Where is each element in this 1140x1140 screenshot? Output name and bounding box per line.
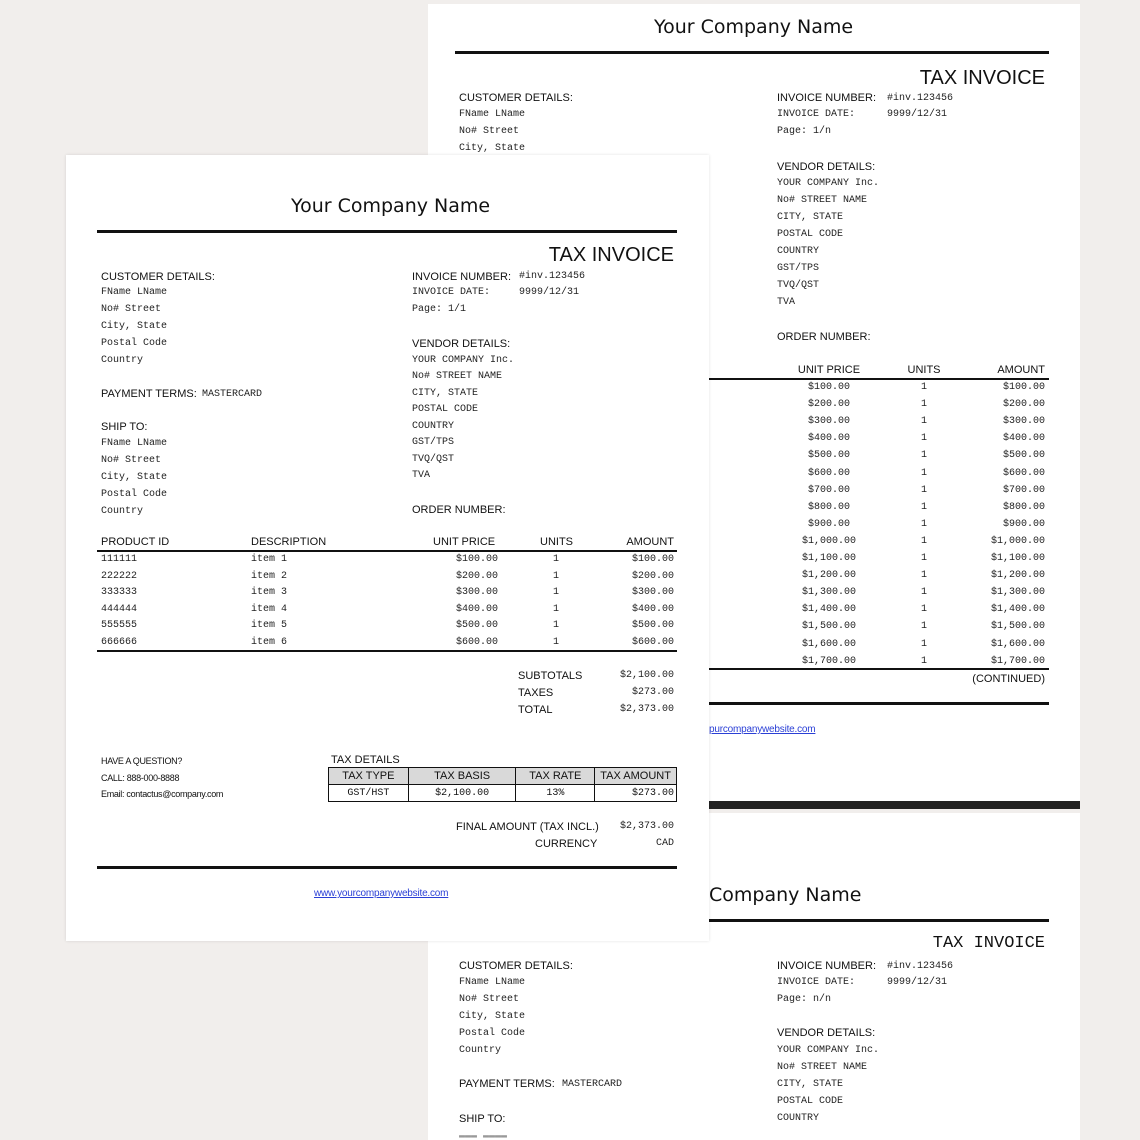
vendor-line: TVA (777, 297, 796, 308)
cell-unit-price: $1,100.00 (801, 553, 856, 564)
footer-rule (97, 866, 677, 869)
payment-terms-value: MASTERCARD (562, 1079, 623, 1090)
taxes-value: $273.00 (631, 687, 674, 698)
cell-unit-price: $1,300.00 (801, 587, 856, 599)
cell-unit-price: $200.00 (807, 399, 850, 411)
total-label: TOTAL (518, 704, 553, 716)
ship-line: City, State (101, 472, 168, 483)
customer-line: City, State (101, 321, 168, 332)
cell-unit-price: $400.00 (807, 433, 850, 445)
vendor-line: POSTAL CODE (777, 1096, 844, 1107)
customer-line: No# Street (459, 994, 520, 1005)
col-header-amount: AMOUNT (626, 536, 674, 548)
company-name: Your Company Name (291, 195, 491, 217)
footer-rule (709, 702, 1049, 705)
cell-units: 1 (920, 433, 927, 445)
cell-unit-price: $700.00 (807, 484, 850, 496)
payment-terms-label: PAYMENT TERMS: (459, 1078, 555, 1090)
subtotals-label: SUBTOTALS (518, 670, 583, 682)
cell-amount: $1,500.00 (990, 621, 1045, 633)
customer-line: Postal Code (101, 338, 168, 349)
cell-unit-price: $600.00 (455, 636, 498, 648)
cell-units: 1 (552, 570, 559, 582)
cell-unit-price: $300.00 (455, 587, 498, 598)
final-amount-value: $2,373.00 (619, 821, 674, 832)
cell-unit-price: $300.00 (807, 416, 850, 428)
cell-units: 1 (920, 604, 927, 616)
subtotals-value: $2,100.00 (619, 670, 674, 681)
vendor-line: TVQ/QST (412, 454, 455, 465)
tax-col-amount: TAX AMOUNT (595, 768, 677, 785)
payment-terms-label: PAYMENT TERMS: (101, 388, 197, 400)
cell-unit-price: $100.00 (807, 382, 850, 393)
cell-units: 1 (920, 638, 927, 650)
invoice-title: TAX INVOICE (548, 244, 674, 266)
cell-units: 1 (920, 518, 927, 530)
cell-description: item 1 (251, 554, 288, 565)
col-header-description: DESCRIPTION (251, 536, 327, 548)
cell-product-id: 555555 (101, 620, 138, 631)
cell-amount: $600.00 (1002, 467, 1045, 479)
ship-line: No# Street (101, 455, 162, 466)
invoice-date-value: 9999/12/31 (519, 287, 580, 298)
cell-product-id: 111111 (101, 554, 138, 565)
cell-units: 1 (920, 484, 927, 496)
cell-units: 1 (920, 501, 927, 513)
vendor-line: COUNTRY (777, 246, 820, 257)
vendor-line: POSTAL CODE (777, 229, 844, 240)
cell-amount: $800.00 (1002, 501, 1045, 513)
taxes-label: TAXES (518, 687, 554, 699)
cell-units: 1 (920, 382, 927, 393)
cell-product-id: 444444 (101, 603, 138, 615)
vendor-line: CITY, STATE (412, 388, 479, 399)
tax-col-basis: TAX BASIS (408, 768, 516, 785)
cell-units: 1 (552, 554, 559, 565)
tax-type-value: GST/HST (329, 785, 409, 802)
cell-units: 1 (920, 570, 927, 582)
col-header-product-id: PRODUCT ID (101, 536, 170, 548)
payment-terms-value: MASTERCARD (202, 389, 263, 400)
cell-unit-price: $400.00 (455, 603, 498, 615)
ship-to-label: SHIP TO: (459, 1113, 506, 1125)
cell-units: 1 (920, 553, 927, 564)
cell-description: item 3 (251, 587, 288, 598)
ship-line: FName LName (101, 438, 168, 449)
invoice-number-label: INVOICE NUMBER: (777, 92, 877, 104)
cell-amount: $400.00 (1002, 433, 1045, 445)
vendor-details-label: VENDOR DETAILS: (777, 1027, 876, 1039)
page-number: Page: 1/n (777, 126, 832, 137)
cell-unit-price: $900.00 (807, 518, 850, 530)
tax-col-type: TAX TYPE (329, 768, 409, 785)
vendor-line: No# STREET NAME (777, 1062, 868, 1073)
cell-description: item 5 (251, 620, 288, 631)
cell-product-id: 333333 (101, 587, 138, 598)
cell-amount: $600.00 (631, 636, 674, 648)
tax-basis-value: $2,100.00 (408, 785, 516, 802)
tax-rate-value: 13% (516, 785, 595, 802)
cell-unit-price: $600.00 (807, 467, 850, 479)
header-rule (97, 230, 677, 233)
cell-unit-price: $1,200.00 (801, 570, 856, 582)
vendor-line: CITY, STATE (777, 212, 844, 223)
cell-unit-price: $1,500.00 (801, 621, 856, 633)
vendor-line: CITY, STATE (777, 1079, 844, 1090)
cell-amount: $1,000.00 (990, 535, 1045, 547)
invoice-title: TAX INVOICE (919, 67, 1045, 89)
table-bottom-rule (709, 668, 1049, 670)
header-rule (709, 919, 1049, 922)
vendor-line: TVQ/QST (777, 280, 820, 291)
table-header-rule (709, 378, 1049, 380)
cell-amount: $300.00 (631, 587, 674, 598)
customer-line: City, State (459, 143, 526, 154)
ship-line: Postal Code (101, 489, 168, 500)
vendor-line: COUNTRY (412, 421, 455, 432)
vendor-line: YOUR COMPANY Inc. (777, 178, 880, 189)
vendor-line: GST/TPS (777, 263, 820, 274)
customer-line: Country (101, 355, 144, 366)
customer-line: No# Street (459, 126, 520, 137)
cell-amount: $500.00 (1002, 450, 1045, 462)
cell-amount: $100.00 (631, 554, 674, 565)
invoice-date-value: 9999/12/31 (887, 977, 948, 988)
vendor-line: TVA (412, 470, 431, 481)
cell-units: 1 (920, 587, 927, 599)
vendor-details-label: VENDOR DETAILS: (412, 338, 511, 350)
cell-amount: $100.00 (1002, 382, 1045, 393)
page-number: Page: n/n (777, 994, 832, 1005)
cell-amount: $1,100.00 (990, 553, 1045, 564)
invoice-date-label: INVOICE DATE: (412, 287, 491, 298)
vendor-line: YOUR COMPANY Inc. (777, 1045, 880, 1056)
cell-amount: $400.00 (631, 603, 674, 615)
cell-units: 1 (920, 621, 927, 633)
vendor-line: COUNTRY (777, 1113, 820, 1124)
cell-description: item 6 (251, 636, 288, 648)
customer-details-label: CUSTOMER DETAILS: (101, 271, 215, 283)
vendor-details-label: VENDOR DETAILS: (777, 161, 876, 173)
order-number-label: ORDER NUMBER: (777, 331, 871, 343)
cell-description: item 2 (251, 570, 288, 582)
cell-product-id: 222222 (101, 570, 138, 582)
customer-line: No# Street (101, 304, 162, 315)
final-amount-label: FINAL AMOUNT (TAX INCL.) (456, 821, 599, 833)
cell-unit-price: $800.00 (807, 501, 850, 513)
col-header-amount: AMOUNT (997, 364, 1045, 376)
continued-label: (CONTINUED) (972, 673, 1045, 685)
header-rule (455, 51, 1049, 54)
cell-units: 1 (920, 450, 927, 462)
cell-unit-price: $100.00 (455, 554, 498, 565)
cell-amount: $500.00 (631, 620, 674, 631)
ship-to-label: SHIP TO: (101, 421, 148, 433)
cell-amount: $1,400.00 (990, 604, 1045, 616)
cell-unit-price: $1,700.00 (801, 655, 856, 667)
cell-amount: $200.00 (631, 570, 674, 582)
tax-details-table (328, 767, 677, 802)
cell-description: item 4 (251, 603, 288, 615)
table-bottom-rule (97, 650, 677, 652)
cell-amount: $200.00 (1002, 399, 1045, 411)
col-header-unit-price: UNIT PRICE (797, 364, 861, 376)
total-value: $2,373.00 (619, 704, 674, 715)
ship-line-cut: ▬▬▬ ▬▬▬▬ (459, 1131, 508, 1140)
vendor-line: GST/TPS (412, 437, 455, 448)
customer-details-label: CUSTOMER DETAILS: (459, 92, 573, 104)
invoice-page-single (66, 155, 709, 941)
vendor-line: No# STREET NAME (777, 195, 868, 206)
col-header-units: UNITS (907, 364, 941, 376)
currency-label: CURRENCY (535, 838, 598, 850)
invoice-number-label: INVOICE NUMBER: (412, 271, 512, 283)
table-header-rule (97, 550, 677, 552)
cell-units: 1 (552, 636, 559, 648)
customer-line: FName LName (459, 977, 526, 988)
order-number-label: ORDER NUMBER: (412, 504, 506, 516)
company-name: Company Name (709, 884, 862, 906)
vendor-line: YOUR COMPANY Inc. (412, 355, 515, 366)
cell-unit-price: $1,400.00 (801, 604, 856, 616)
call-number: CALL: 888-000-8888 (101, 773, 180, 783)
cell-unit-price: $1,000.00 (801, 535, 856, 547)
website-link[interactable]: www.yourcompanywebsite.com (314, 888, 449, 899)
invoice-date-label: INVOICE DATE: (777, 977, 856, 988)
cell-amount: $900.00 (1002, 518, 1045, 530)
tax-col-rate: TAX RATE (516, 768, 595, 785)
invoice-number-label: INVOICE NUMBER: (777, 960, 877, 972)
cell-amount: $1,200.00 (990, 570, 1045, 582)
cell-units: 1 (920, 655, 927, 667)
customer-line: FName LName (101, 287, 168, 298)
page-number: Page: 1/1 (412, 304, 467, 315)
customer-line: FName LName (459, 109, 526, 120)
invoice-number-value: #inv.123456 (519, 271, 586, 282)
vendor-line: No# STREET NAME (412, 371, 503, 382)
company-name: Your Company Name (654, 16, 854, 38)
vendor-line: POSTAL CODE (412, 404, 479, 415)
invoice-title: TAX INVOICE (932, 934, 1045, 953)
tax-amount-value: $273.00 (595, 785, 677, 802)
ship-line: Country (101, 506, 144, 517)
cell-units: 1 (920, 535, 927, 547)
website-link[interactable]: purcompanywebsite.com (709, 724, 816, 735)
customer-details-label: CUSTOMER DETAILS: (459, 960, 573, 972)
cell-units: 1 (920, 399, 927, 411)
currency-value: CAD (655, 838, 674, 849)
cell-unit-price: $500.00 (807, 450, 850, 462)
cell-amount: $1,600.00 (990, 638, 1045, 650)
question-label: HAVE A QUESTION? (101, 756, 183, 766)
cell-amount: $300.00 (1002, 416, 1045, 428)
invoice-number-value: #inv.123456 (887, 93, 954, 104)
customer-line: City, State (459, 1011, 526, 1022)
cell-units: 1 (920, 467, 927, 479)
invoice-number-value: #inv.123456 (887, 961, 954, 972)
invoice-date-value: 9999/12/31 (887, 109, 948, 120)
email-address: Email: contactus@company.com (101, 789, 224, 799)
col-header-units: UNITS (540, 536, 573, 548)
cell-units: 1 (552, 587, 559, 598)
cell-unit-price: $200.00 (455, 570, 498, 582)
cell-units: 1 (920, 416, 927, 428)
cell-amount: $1,700.00 (990, 655, 1045, 667)
customer-line: Postal Code (459, 1028, 526, 1039)
cell-units: 1 (552, 603, 559, 615)
col-header-unit-price: UNIT PRICE (433, 536, 496, 548)
cell-unit-price: $500.00 (455, 620, 498, 631)
invoice-date-label: INVOICE DATE: (777, 109, 856, 120)
cell-units: 1 (552, 620, 559, 631)
cell-product-id: 666666 (101, 636, 138, 648)
cell-amount: $1,300.00 (990, 587, 1045, 599)
cell-amount: $700.00 (1002, 484, 1045, 496)
tax-details-label: TAX DETAILS (331, 754, 400, 766)
customer-line: Country (459, 1045, 502, 1056)
cell-unit-price: $1,600.00 (801, 638, 856, 650)
page-edge-band (709, 801, 1080, 809)
